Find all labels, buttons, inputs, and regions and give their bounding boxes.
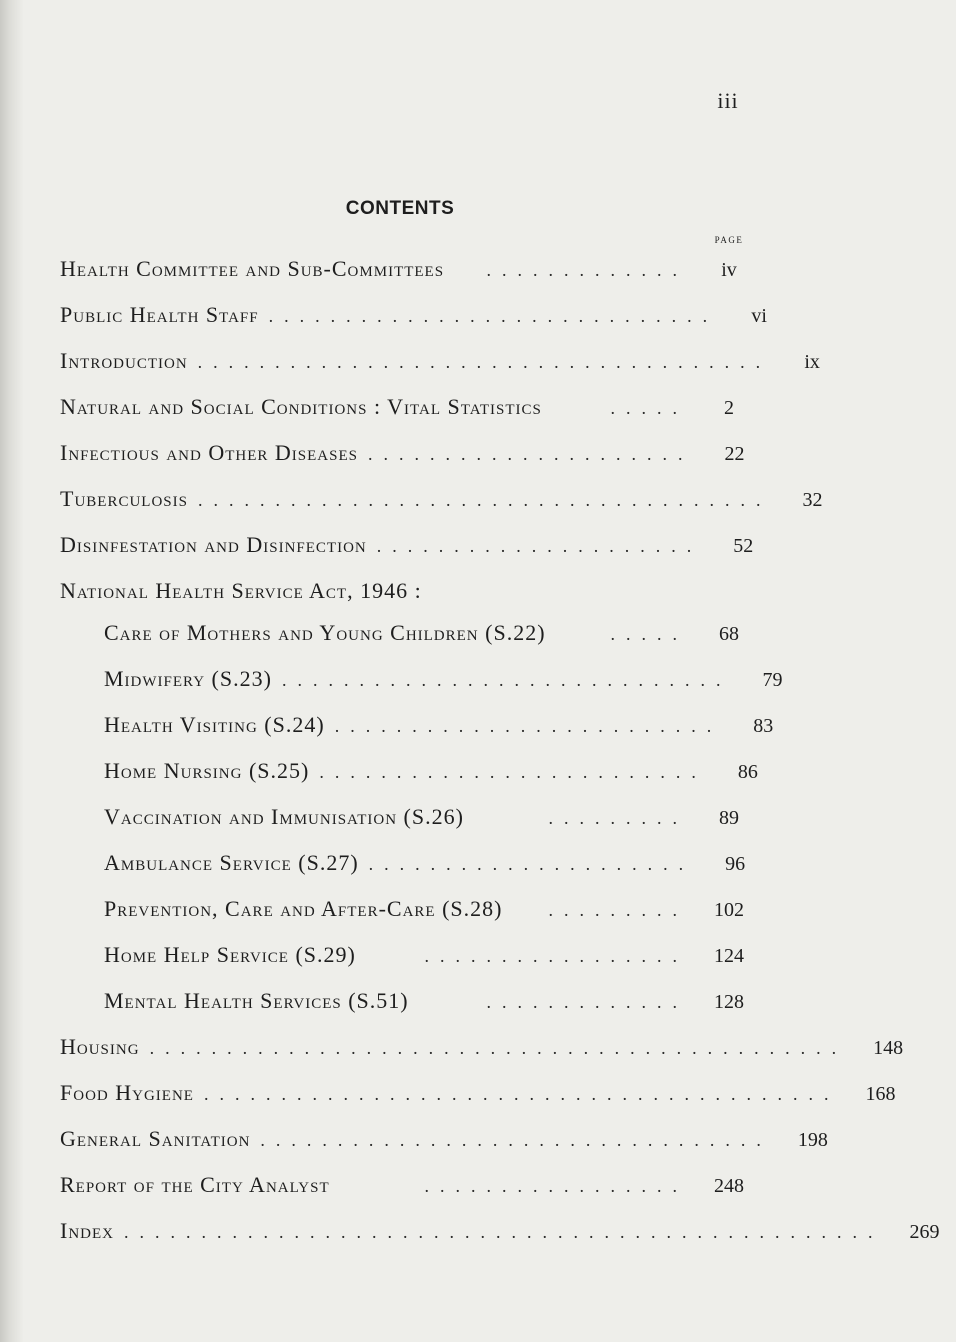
toc-entry-page: 2 (724, 397, 734, 419)
toc-entry (104, 804, 760, 834)
toc-entry (60, 256, 760, 286)
dot-leader: ..... (610, 624, 688, 644)
toc-entry-page: iv (721, 259, 737, 281)
toc-entry-label: Vaccination and Immunisation (S.26) (104, 804, 464, 829)
toc-entry-page: 102 (714, 899, 744, 921)
toc-entry (104, 666, 783, 696)
toc-entry-page: 198 (797, 1129, 828, 1151)
toc-entry-page: 96 (725, 853, 746, 875)
toc-entry (104, 896, 760, 926)
toc-entry-label: Care of Mothers and Young Children (S.22) (104, 620, 546, 645)
dot-leader: ............................................. (149, 1038, 848, 1058)
toc-entry-page: 83 (753, 715, 774, 737)
toc-entry (60, 302, 767, 332)
toc-section-heading (60, 578, 760, 608)
dot-leader: ................................. (260, 1130, 772, 1150)
dot-leader: ............. (486, 260, 688, 280)
dot-leader: ......................... (334, 716, 723, 736)
page-column-heading: page (714, 231, 744, 246)
toc-entry (60, 1218, 940, 1248)
toc-entry-page: 52 (733, 535, 754, 557)
toc-entry-label: Home Help Service (S.29) (104, 942, 356, 967)
toc-entry (104, 988, 760, 1018)
page-number: iii (717, 88, 739, 113)
toc-entry (60, 486, 823, 516)
dot-leader: ................. (424, 946, 688, 966)
dot-leader: ......... (548, 808, 688, 828)
toc-entry (104, 712, 774, 742)
toc-entry-label: Food Hygiene (60, 1080, 194, 1105)
toc-entry-page: 248 (714, 1175, 744, 1197)
contents-title: CONTENTS (345, 198, 455, 219)
dot-leader: ..................... (368, 854, 695, 874)
toc-entry-page: 89 (719, 807, 739, 829)
toc-section-label: National Health Service Act, 1946 : (60, 578, 422, 603)
toc-entry-label: Infectious and Other Diseases (60, 440, 358, 465)
toc-entry-label: Disinfestation and Disinfection (60, 532, 367, 557)
toc-entry-page: vi (751, 305, 767, 327)
dot-leader: ................................................. (124, 1222, 884, 1242)
toc-entry (60, 1034, 904, 1064)
toc-entry-label: Mental Health Services (S.51) (104, 988, 409, 1013)
toc-entry-label: Tuberculosis (60, 486, 188, 511)
toc-entry (104, 942, 760, 972)
dot-leader: ..................... (376, 536, 703, 556)
toc-entry-page: 168 (865, 1083, 896, 1105)
dot-leader: ..................................... (197, 352, 772, 372)
dot-leader: ......................................... (203, 1084, 840, 1104)
dot-leader: ............................. (268, 306, 719, 326)
toc-entry (60, 348, 820, 378)
toc-entry (60, 1080, 896, 1110)
toc-entry-page: 148 (873, 1037, 904, 1059)
toc-entry-label: Midwifery (S.23) (104, 666, 272, 691)
toc-entry-label: Public Health Staff (60, 302, 259, 327)
toc-entry (104, 758, 760, 788)
toc-entry (104, 620, 760, 650)
toc-entry (60, 532, 760, 562)
toc-entry (60, 1172, 760, 1202)
toc-entry-page: 269 (909, 1221, 940, 1243)
toc-entry-label: Index (60, 1218, 114, 1243)
dot-leader: ............................. (281, 670, 732, 690)
toc-entry (104, 850, 760, 880)
toc-entry-label: Housing (60, 1034, 140, 1059)
toc-entry-page: 79 (762, 669, 783, 691)
toc-entry (60, 1126, 828, 1156)
toc-entry-label: Introduction (60, 348, 188, 373)
toc-entry-page: 32 (802, 489, 823, 511)
dot-leader: ................. (424, 1176, 688, 1196)
toc-entry-label: Natural and Social Conditions : Vital Statistics (60, 394, 542, 419)
toc-entry-label: Ambulance Service (S.27) (104, 850, 359, 875)
dot-leader: ......................... (319, 762, 707, 782)
toc-entry-page: 22 (724, 443, 745, 465)
toc-entry-page: ix (804, 351, 820, 373)
dot-leader: ..................................... (197, 490, 772, 510)
toc-entry-page: 68 (719, 623, 739, 645)
toc-entry-page: 86 (737, 761, 758, 783)
dot-leader: ..................... (367, 444, 694, 464)
toc-entry-label: Health Visiting (S.24) (104, 712, 325, 737)
toc-entry-label: Health Committee and Sub-Committees (60, 256, 445, 281)
dot-leader: ......... (548, 900, 688, 920)
dot-leader: ..... (610, 398, 688, 418)
toc-entry-label: Report of the City Analyst (60, 1172, 330, 1197)
toc-entry (60, 394, 760, 424)
toc-entry-page: 124 (714, 945, 744, 967)
toc-entry-label: General Sanitation (60, 1126, 251, 1151)
toc-entry-label: Prevention, Care and After-Care (S.28) (104, 896, 503, 921)
toc-entry-page: 128 (714, 991, 744, 1013)
dot-leader: ............. (486, 992, 688, 1012)
toc-entry-label: Home Nursing (S.25) (104, 758, 310, 783)
toc-entry (60, 440, 760, 470)
